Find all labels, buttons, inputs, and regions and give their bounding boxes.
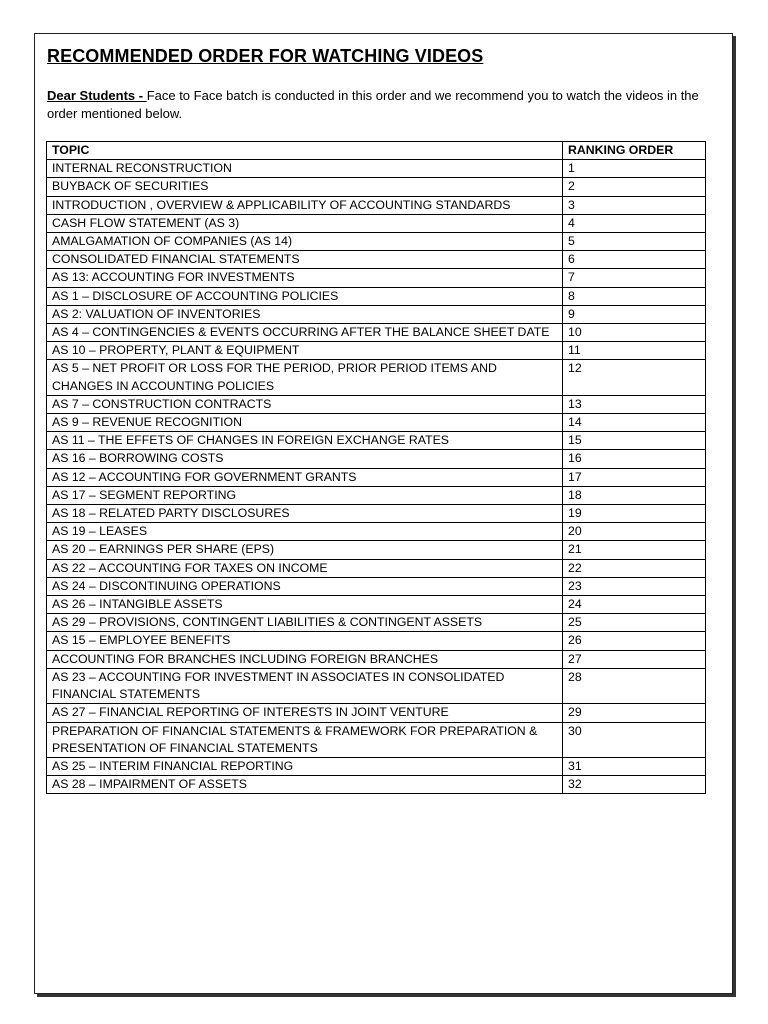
rank-cell: 18 [563,486,706,504]
table-row [47,414,706,432]
topic-cell: AS 22 – ACCOUNTING FOR TAXES ON INCOME [47,559,563,577]
rank-cell: 8 [563,287,706,305]
topic-cell: CASH FLOW STATEMENT (AS 3) [47,214,563,232]
intro-text: Face to Face batch is conducted in this order and we recommend you to watch the videos in the order mentioned below. [47,88,699,121]
table-row [47,722,706,757]
topic-cell: AS 11 – THE EFFETS OF CHANGES IN FOREIGN EXCHANGE RATES [47,432,563,450]
rank-cell: 1 [563,160,706,178]
rank-cell: 22 [563,559,706,577]
rank-cell: 5 [563,233,706,251]
topic-cell: CONSOLIDATED FINANCIAL STATEMENTS [47,251,563,269]
table-row [47,559,706,577]
topic-cell: AS 16 – BORROWING COSTS [47,450,563,468]
table-row [47,178,706,196]
table-header-row [47,142,706,160]
rank-cell: 4 [563,214,706,232]
rank-cell: 23 [563,577,706,595]
rank-cell: 19 [563,505,706,523]
rank-cell: 2 [563,178,706,196]
rank-cell: 17 [563,468,706,486]
rank-cell: 25 [563,614,706,632]
topic-cell: AS 10 – PROPERTY, PLANT & EQUIPMENT [47,342,563,360]
rank-cell: 7 [563,269,706,287]
topics-table-body [47,160,706,794]
topic-cell: ACCOUNTING FOR BRANCHES INCLUDING FOREIGN BRANCHES [47,650,563,668]
page-title: RECOMMENDED ORDER FOR WATCHING VIDEOS [47,46,484,66]
rank-cell: 31 [563,757,706,775]
rank-cell: 30 [563,722,706,757]
topic-cell: AS 1 – DISCLOSURE OF ACCOUNTING POLICIES [47,287,563,305]
table-row [47,650,706,668]
topic-cell: AS 23 – ACCOUNTING FOR INVESTMENT IN ASSOCIATES IN CONSOLIDATED FINANCIAL STATEMENTS [47,668,563,703]
table-row [47,450,706,468]
topic-cell: AS 4 – CONTINGENCIES & EVENTS OCCURRING AFTER THE BALANCE SHEET DATE [47,324,563,342]
topic-cell: AS 28 – IMPAIRMENT OF ASSETS [47,776,563,794]
topic-cell: AS 17 – SEGMENT REPORTING [47,486,563,504]
topic-cell: AS 24 – DISCONTINUING OPERATIONS [47,577,563,595]
rank-cell: 20 [563,523,706,541]
table-row [47,360,706,395]
rank-header: RANKING ORDER [563,142,706,160]
table-row [47,776,706,794]
topic-cell: INTERNAL RECONSTRUCTION [47,160,563,178]
table-row [47,305,706,323]
topic-cell: AS 12 – ACCOUNTING FOR GOVERNMENT GRANTS [47,468,563,486]
topic-cell: AS 18 – RELATED PARTY DISCLOSURES [47,505,563,523]
rank-cell: 29 [563,704,706,722]
table-row [47,577,706,595]
table-row [47,324,706,342]
topic-header: TOPIC [47,142,563,160]
topic-cell: AS 7 – CONSTRUCTION CONTRACTS [47,395,563,413]
table-row [47,486,706,504]
rank-cell: 12 [563,360,706,395]
rank-cell: 15 [563,432,706,450]
table-row [47,160,706,178]
rank-cell: 14 [563,414,706,432]
table-row [47,214,706,232]
table-row [47,251,706,269]
topic-cell: AS 19 – LEASES [47,523,563,541]
topic-cell: AMALGAMATION OF COMPANIES (AS 14) [47,233,563,251]
topic-cell: AS 9 – REVENUE RECOGNITION [47,414,563,432]
topic-cell: INTRODUCTION , OVERVIEW & APPLICABILITY OF ACCOUNTING STANDARDS [47,196,563,214]
topic-cell: AS 20 – EARNINGS PER SHARE (EPS) [47,541,563,559]
table-row [47,432,706,450]
topic-cell: AS 26 – INTANGIBLE ASSETS [47,596,563,614]
table-row [47,395,706,413]
rank-cell: 13 [563,395,706,413]
topic-cell: AS 29 – PROVISIONS, CONTINGENT LIABILITIES & CONTINGENT ASSETS [47,614,563,632]
rank-cell: 10 [563,324,706,342]
table-row [47,757,706,775]
topic-cell: BUYBACK OF SECURITIES [47,178,563,196]
intro-greeting: Dear Students - [47,88,147,103]
table-row [47,196,706,214]
rank-cell: 11 [563,342,706,360]
table-row [47,614,706,632]
table-row [47,704,706,722]
topic-cell: AS 25 – INTERIM FINANCIAL REPORTING [47,757,563,775]
rank-cell: 26 [563,632,706,650]
rank-cell: 3 [563,196,706,214]
rank-cell: 27 [563,650,706,668]
topic-cell: AS 27 – FINANCIAL REPORTING OF INTERESTS IN JOINT VENTURE [47,704,563,722]
topic-cell: AS 13: ACCOUNTING FOR INVESTMENTS [47,269,563,287]
rank-cell: 28 [563,668,706,703]
table-row [47,505,706,523]
topics-table [46,141,706,794]
rank-cell: 24 [563,596,706,614]
table-row [47,287,706,305]
table-row [47,596,706,614]
table-row [47,468,706,486]
table-row [47,269,706,287]
rank-cell: 16 [563,450,706,468]
rank-cell: 9 [563,305,706,323]
table-row [47,523,706,541]
table-row [47,233,706,251]
table-row [47,342,706,360]
table-row [47,668,706,703]
topic-cell: AS 2: VALUATION OF INVENTORIES [47,305,563,323]
topic-cell: PREPARATION OF FINANCIAL STATEMENTS & FRAMEWORK FOR PREPARATION & PRESENTATION OF FINANCIAL STATEMENTS [47,722,563,757]
intro-paragraph [47,87,727,123]
rank-cell: 6 [563,251,706,269]
table-row [47,541,706,559]
topic-cell: AS 5 – NET PROFIT OR LOSS FOR THE PERIOD, PRIOR PERIOD ITEMS AND CHANGES IN ACCOUNTING POLICIES [47,360,563,395]
table-row [47,632,706,650]
rank-cell: 21 [563,541,706,559]
topic-cell: AS 15 – EMPLOYEE BENEFITS [47,632,563,650]
page-frame [34,33,733,994]
rank-cell: 32 [563,776,706,794]
